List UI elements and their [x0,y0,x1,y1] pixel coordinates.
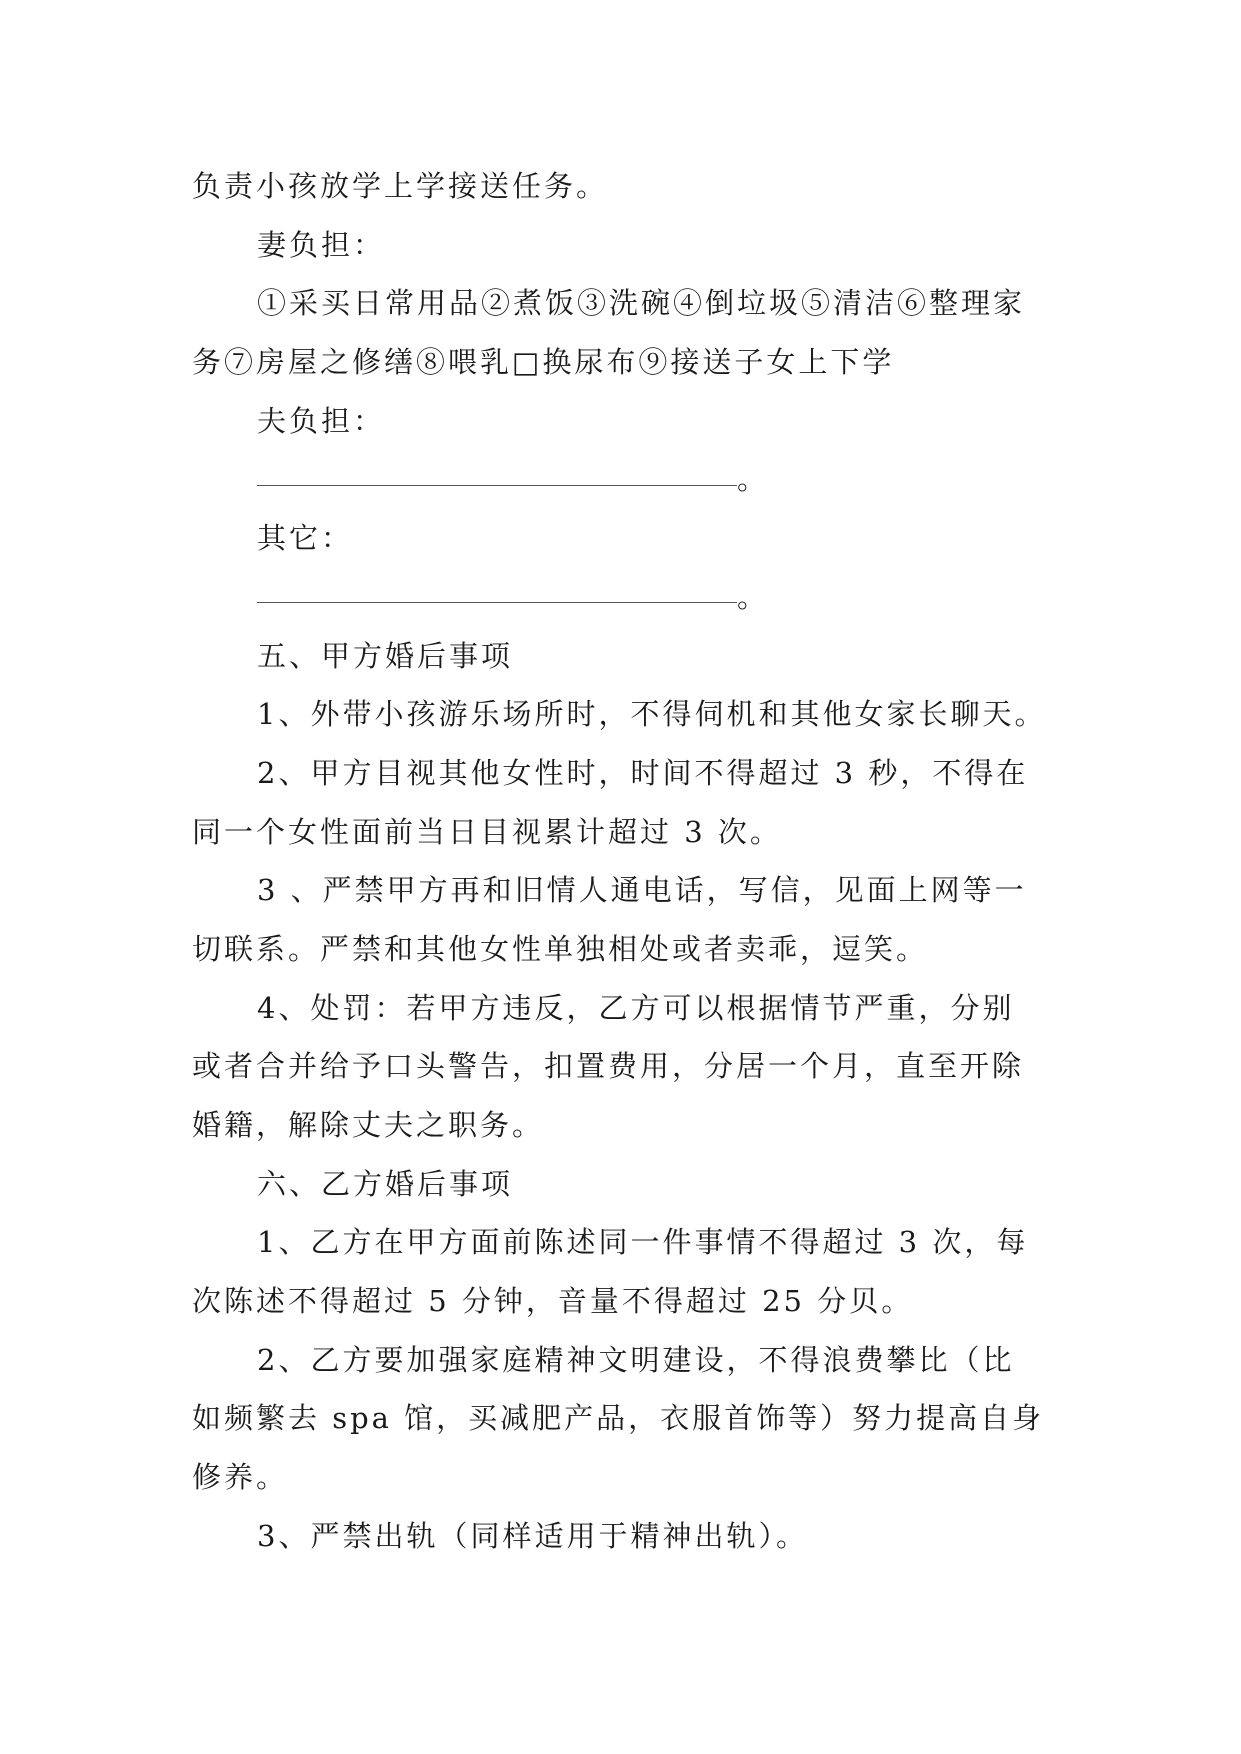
blank-underline [257,485,737,486]
text-line: 3 、严禁甲方再和旧情人通电话，写信，见面上网等一 [257,873,1027,908]
text-line: 六、乙方婚后事项 [257,1166,514,1201]
text-line: 妻负担： [257,227,386,262]
text-line: 其它： [257,521,354,556]
text-line: 负责小孩放学上学接送任务。 [192,169,609,203]
text-line: 3、严禁出轨（同样适用于精神出轨）。 [257,1518,808,1553]
text-line: 同一个女性面前当日目视累计超过 3 次。 [192,814,782,849]
document-page [192,157,1072,1566]
text-line: 务⑦房屋之修缮⑧喂乳□换尿布⑨接送子女上下学 [192,345,895,380]
text-line: 1、乙方在甲方面前陈述同一件事情不得超过 3 次，每 [257,1225,1029,1260]
text-line: 1、外带小孩游乐场所时，不得伺机和其他女家长聊天。 [257,697,1047,732]
text-line: 或者合并给予口头警告，扣置费用，分居一个月，直至开除 [192,1049,1025,1084]
text-line: 切联系。严禁和其他女性单独相处或者卖乖，逗笑。 [192,931,929,966]
blank-underline [257,602,737,603]
text-line: 如频繁去 spa 馆，买减肥产品，衣服首饰等）努力提高自身 [192,1401,1045,1436]
text-line: 夫负担： [257,403,386,438]
fill-in-blank-line [192,568,1072,627]
text-line: 修养。 [192,1460,289,1495]
text-line: 五、甲方婚后事项 [257,638,514,673]
blank-suffix: 。 [737,462,770,497]
text-line: 次陈述不得超过 5 分钟，音量不得超过 25 分贝。 [192,1284,914,1319]
text-line: 2、甲方目视其他女性时，时间不得超过 3 秒，不得在 [257,755,1029,790]
blank-suffix: 。 [737,579,770,614]
text-line: 婚籍，解除丈夫之职务。 [192,1108,545,1142]
text-line: 4、处罚：若甲方违反，乙方可以根据情节严重，分别 [257,990,1015,1025]
text-line: ①采买日常用品②煮饭③洗碗④倒垃圾⑤清洁⑥整理家 [257,286,1026,321]
fill-in-blank-line [192,450,1072,509]
text-line: 2、乙方要加强家庭精神文明建设，不得浪费攀比（比 [257,1342,1015,1377]
